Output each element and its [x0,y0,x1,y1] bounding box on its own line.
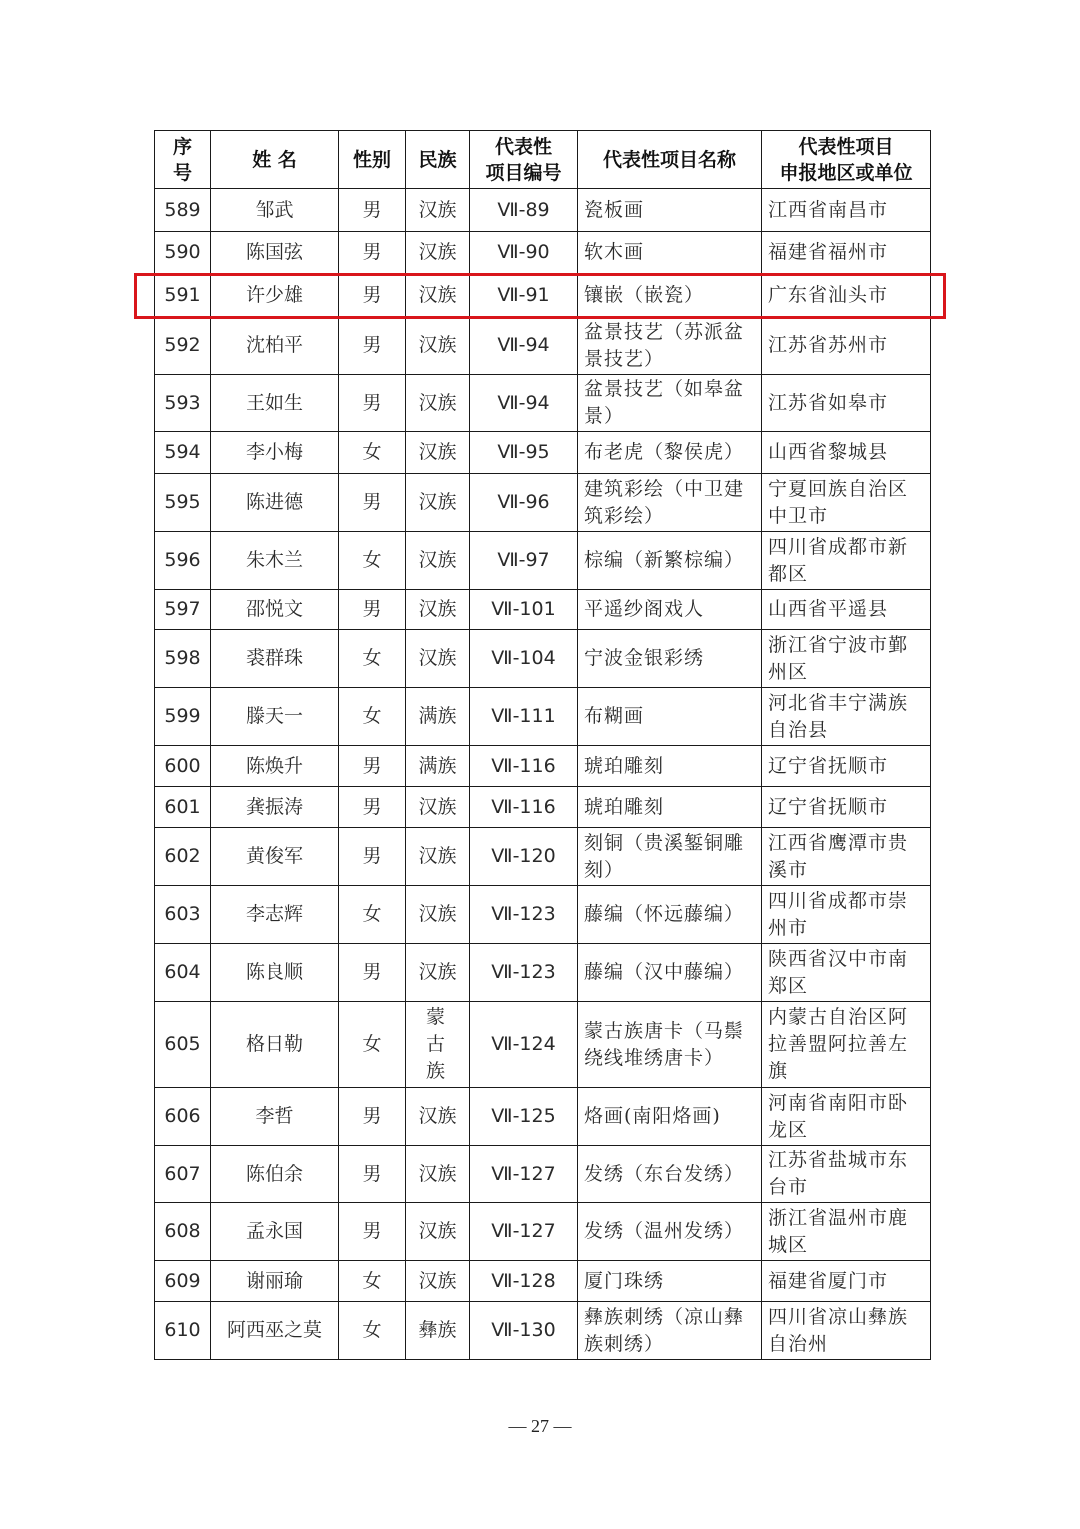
cell-name: 邹武 [211,189,339,232]
cell-no: 589 [155,189,211,232]
cell-code: Ⅶ-94 [470,317,578,375]
cell-sex: 男 [339,746,406,787]
cell-sex: 女 [339,1302,406,1360]
cell-name: 孟永国 [211,1203,339,1261]
cell-region: 江苏省盐城市东台市 [762,1146,931,1203]
cell-name: 龚振涛 [211,787,339,828]
cell-region: 辽宁省抚顺市 [762,787,931,828]
cell-project: 软木画 [578,232,762,274]
cell-code: Ⅶ-125 [470,1088,578,1146]
cell-name: 李志辉 [211,886,339,944]
cell-region: 山西省平遥县 [762,590,931,630]
cell-name: 谢丽瑜 [211,1261,339,1302]
table-row [155,746,931,787]
cell-name: 陈国弦 [211,232,339,274]
cell-name: 陈焕升 [211,746,339,787]
header-ethnicity: 民族 [406,131,470,189]
table-header-row [155,131,931,189]
table-row [155,317,931,375]
cell-sex: 男 [339,274,406,317]
cell-ethnicity: 汉族 [406,375,470,432]
table-row [155,1261,931,1302]
cell-ethnicity: 汉族 [406,232,470,274]
inheritor-table [154,130,931,1360]
cell-sex: 男 [339,787,406,828]
table-row [155,944,931,1002]
cell-no: 592 [155,317,211,375]
cell-project: 镶嵌（嵌瓷） [578,274,762,317]
cell-sex: 男 [339,944,406,1002]
cell-code: Ⅶ-120 [470,828,578,886]
cell-name: 陈进德 [211,474,339,532]
table-row [155,1203,931,1261]
cell-no: 599 [155,688,211,746]
table-row [155,828,931,886]
cell-sex: 男 [339,474,406,532]
cell-ethnicity: 满族 [406,688,470,746]
cell-ethnicity: 汉族 [406,317,470,375]
cell-code: Ⅶ-128 [470,1261,578,1302]
cell-ethnicity: 蒙古族 [406,1002,470,1088]
cell-code: Ⅶ-116 [470,746,578,787]
cell-no: 604 [155,944,211,1002]
cell-project: 厦门珠绣 [578,1261,762,1302]
cell-region: 江苏省苏州市 [762,317,931,375]
cell-code: Ⅶ-96 [470,474,578,532]
cell-region: 江西省鹰潭市贵溪市 [762,828,931,886]
header-name: 姓 名 [211,131,339,189]
table-row [155,630,931,688]
table-row [155,232,931,274]
cell-ethnicity: 汉族 [406,944,470,1002]
cell-ethnicity: 汉族 [406,828,470,886]
cell-code: Ⅶ-123 [470,886,578,944]
cell-ethnicity: 汉族 [406,474,470,532]
table-row [155,1088,931,1146]
table-row [155,1146,931,1203]
cell-name: 朱木兰 [211,532,339,590]
cell-no: 595 [155,474,211,532]
table-row [155,474,931,532]
cell-project: 刻铜（贵溪錾铜雕刻） [578,828,762,886]
cell-no: 607 [155,1146,211,1203]
table-row [155,787,931,828]
cell-name: 陈良顺 [211,944,339,1002]
cell-name: 滕天一 [211,688,339,746]
table-row [155,1002,931,1088]
cell-name: 李小梅 [211,432,339,474]
cell-no: 610 [155,1302,211,1360]
cell-name: 邵悦文 [211,590,339,630]
cell-project: 盆景技艺（苏派盆景技艺） [578,317,762,375]
cell-ethnicity: 汉族 [406,274,470,317]
cell-project: 建筑彩绘（中卫建筑彩绘） [578,474,762,532]
cell-sex: 男 [339,1203,406,1261]
cell-code: Ⅶ-97 [470,532,578,590]
cell-ethnicity: 汉族 [406,432,470,474]
cell-code: Ⅶ-127 [470,1146,578,1203]
cell-project: 彝族刺绣（凉山彝族刺绣） [578,1302,762,1360]
header-region: 代表性项目 申报地区或单位 [762,131,931,189]
cell-project: 琥珀雕刻 [578,787,762,828]
cell-name: 王如生 [211,375,339,432]
cell-ethnicity: 汉族 [406,787,470,828]
cell-sex: 男 [339,590,406,630]
cell-code: Ⅶ-124 [470,1002,578,1088]
cell-ethnicity: 汉族 [406,1146,470,1203]
table-row [155,274,931,317]
cell-region: 四川省成都市崇州市 [762,886,931,944]
header-project: 代表性项目名称 [578,131,762,189]
cell-region: 江西省南昌市 [762,189,931,232]
table-row [155,886,931,944]
table-row [155,688,931,746]
cell-no: 605 [155,1002,211,1088]
cell-region: 四川省凉山彝族自治州 [762,1302,931,1360]
cell-no: 601 [155,787,211,828]
cell-ethnicity: 汉族 [406,532,470,590]
cell-name: 裘群珠 [211,630,339,688]
cell-project: 盆景技艺（如皋盆景） [578,375,762,432]
cell-region: 浙江省温州市鹿城区 [762,1203,931,1261]
cell-project: 布糊画 [578,688,762,746]
cell-ethnicity: 汉族 [406,1261,470,1302]
cell-code: Ⅶ-123 [470,944,578,1002]
cell-region: 福建省厦门市 [762,1261,931,1302]
cell-sex: 女 [339,886,406,944]
cell-region: 江苏省如皋市 [762,375,931,432]
cell-project: 宁波金银彩绣 [578,630,762,688]
table-row [155,375,931,432]
cell-no: 603 [155,886,211,944]
header-sex: 性别 [339,131,406,189]
cell-no: 597 [155,590,211,630]
cell-region: 宁夏回族自治区中卫市 [762,474,931,532]
cell-sex: 男 [339,189,406,232]
cell-region: 浙江省宁波市鄞州区 [762,630,931,688]
cell-region: 福建省福州市 [762,232,931,274]
cell-name: 格日勒 [211,1002,339,1088]
cell-name: 李哲 [211,1088,339,1146]
cell-ethnicity: 汉族 [406,189,470,232]
cell-region: 广东省汕头市 [762,274,931,317]
cell-ethnicity: 汉族 [406,590,470,630]
cell-sex: 男 [339,828,406,886]
table-row [155,590,931,630]
cell-sex: 女 [339,432,406,474]
cell-name: 陈伯余 [211,1146,339,1203]
cell-no: 606 [155,1088,211,1146]
cell-project: 藤编（怀远藤编） [578,886,762,944]
cell-region: 辽宁省抚顺市 [762,746,931,787]
cell-no: 600 [155,746,211,787]
cell-code: Ⅶ-94 [470,375,578,432]
cell-region: 四川省成都市新都区 [762,532,931,590]
cell-region: 河南省南阳市卧龙区 [762,1088,931,1146]
cell-sex: 男 [339,375,406,432]
cell-code: Ⅶ-127 [470,1203,578,1261]
cell-sex: 男 [339,232,406,274]
cell-ethnicity: 汉族 [406,886,470,944]
cell-no: 596 [155,532,211,590]
cell-code: Ⅶ-95 [470,432,578,474]
cell-sex: 女 [339,532,406,590]
cell-code: Ⅶ-111 [470,688,578,746]
cell-name: 阿西巫之莫 [211,1302,339,1360]
cell-ethnicity: 汉族 [406,1088,470,1146]
cell-no: 591 [155,274,211,317]
header-no: 序 号 [155,131,211,189]
cell-project: 瓷板画 [578,189,762,232]
cell-project: 藤编（汉中藤编） [578,944,762,1002]
cell-project: 发绣（东台发绣） [578,1146,762,1203]
cell-sex: 男 [339,1146,406,1203]
cell-name: 许少雄 [211,274,339,317]
table-row [155,189,931,232]
cell-no: 608 [155,1203,211,1261]
page-number: — 27 — [508,1416,572,1436]
cell-project: 琥珀雕刻 [578,746,762,787]
cell-no: 609 [155,1261,211,1302]
cell-code: Ⅶ-90 [470,232,578,274]
cell-project: 棕编（新繁棕编） [578,532,762,590]
cell-name: 黄俊军 [211,828,339,886]
header-code: 代表性 项目编号 [470,131,578,189]
cell-project: 烙画(南阳烙画) [578,1088,762,1146]
cell-project: 平遥纱阁戏人 [578,590,762,630]
cell-ethnicity: 满族 [406,746,470,787]
cell-no: 594 [155,432,211,474]
cell-sex: 女 [339,1261,406,1302]
table-row [155,532,931,590]
cell-sex: 女 [339,1002,406,1088]
cell-name: 沈柏平 [211,317,339,375]
cell-sex: 女 [339,688,406,746]
cell-code: Ⅶ-116 [470,787,578,828]
cell-sex: 女 [339,630,406,688]
cell-code: Ⅶ-101 [470,590,578,630]
table-body [155,189,931,1360]
cell-code: Ⅶ-91 [470,274,578,317]
cell-no: 593 [155,375,211,432]
cell-ethnicity: 汉族 [406,630,470,688]
cell-project: 蒙古族唐卡（马鬃绕线堆绣唐卡） [578,1002,762,1088]
cell-project: 发绣（温州发绣） [578,1203,762,1261]
cell-no: 598 [155,630,211,688]
cell-code: Ⅶ-89 [470,189,578,232]
cell-sex: 男 [339,1088,406,1146]
cell-code: Ⅶ-130 [470,1302,578,1360]
cell-ethnicity: 汉族 [406,1203,470,1261]
cell-project: 布老虎（黎侯虎） [578,432,762,474]
cell-region: 河北省丰宁满族自治县 [762,688,931,746]
cell-ethnicity: 彝族 [406,1302,470,1360]
table-row [155,432,931,474]
cell-no: 590 [155,232,211,274]
cell-region: 内蒙古自治区阿拉善盟阿拉善左旗 [762,1002,931,1088]
cell-region: 山西省黎城县 [762,432,931,474]
cell-no: 602 [155,828,211,886]
cell-region: 陕西省汉中市南郑区 [762,944,931,1002]
cell-sex: 男 [339,317,406,375]
cell-code: Ⅶ-104 [470,630,578,688]
table-row [155,1302,931,1360]
